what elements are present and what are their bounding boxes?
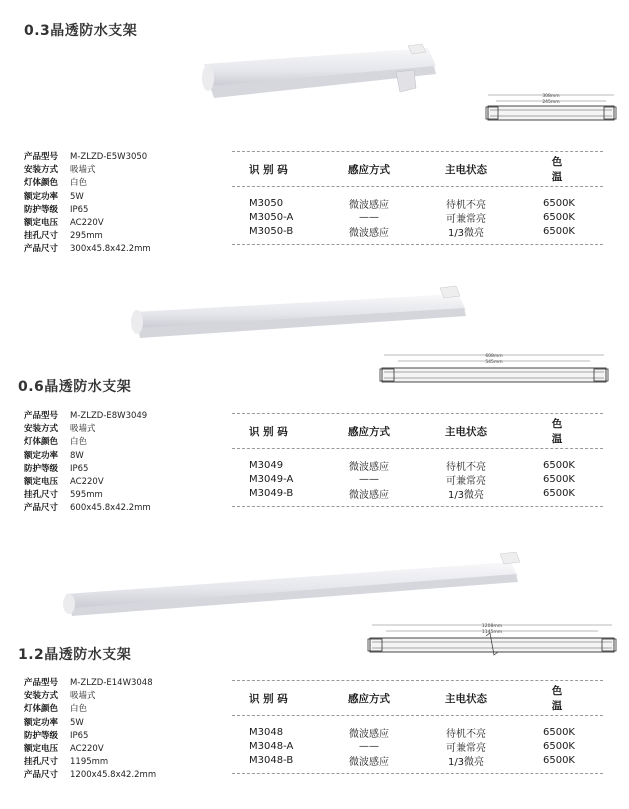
spec-label: 产品型号 [24,678,59,688]
lamp-image [196,42,444,106]
spec-label: 挂孔尺寸 [24,757,59,768]
cell-state: 可兼常亮 [446,743,486,755]
cell-temp: 6500K [542,212,575,224]
spec-row [24,423,151,436]
table-row [232,196,603,210]
cell-temp: 6500K [542,741,575,753]
cell-temp: 6500K [542,459,575,471]
spec-value: 295mm [70,231,103,242]
table-body [232,449,603,506]
cell-state: 可兼常亮 [446,214,486,226]
spec-label: 额定功率 [24,450,59,461]
spec-list [24,677,156,783]
table-row [232,472,603,486]
spec-label: 安装方式 [24,691,59,702]
spec-row [24,164,151,177]
spec-label: 挂孔尺寸 [24,231,59,242]
header-sensing: 感应方式 [348,425,390,438]
spec-label: 安装方式 [24,165,59,176]
spec-value: 5W [70,191,84,202]
table-row [232,487,603,501]
cell-state: 待机不亮 [446,728,486,740]
product-table [232,680,603,774]
spec-label: 额定电压 [24,744,59,755]
cell-temp: 6500K [542,488,575,500]
spec-value: 5W [70,717,84,728]
table-row [232,210,603,224]
spec-value: 吸墙式 [70,165,96,176]
lamp-image [60,552,530,618]
spec-value: AC220V [70,744,104,755]
header-color-temp: 色 温 [551,685,581,712]
header-main-state: 主电状态 [445,692,487,705]
spec-value: 8W [70,450,84,461]
cell-sensing: —— [359,741,379,753]
spec-label: 产品尺寸 [24,770,59,781]
product-table [232,413,603,507]
cell-state: 可兼常亮 [446,476,486,488]
spec-value: IP65 [70,463,89,474]
header-color-temp: 色 温 [551,156,581,183]
cell-temp: 6500K [542,226,575,238]
header-sensing: 感应方式 [348,163,390,176]
product-table [232,151,603,245]
spec-row [24,769,156,782]
header-color-temp: 色 温 [551,418,581,445]
cell-state: 待机不亮 [446,461,486,473]
spec-row [24,730,156,743]
spec-row [24,489,151,502]
table-header [232,681,603,715]
cell-sensing: 微波感应 [349,199,389,211]
dim-inner-label: 545mm [485,360,503,365]
spec-label: 产品型号 [24,411,59,421]
dim-outer-label: 308mm [542,94,560,99]
spec-value: M-ZLZD-E5W3050 [70,152,148,162]
cell-code: M3048-A [249,741,294,753]
product-title: 0.6晶透防水支架 [18,379,132,395]
spec-label: 安装方式 [24,424,59,435]
spec-label: 产品尺寸 [24,503,59,514]
spec-value: 595mm [70,490,103,501]
spec-row [24,703,156,716]
dim-inner-label: 1145mm [481,630,503,635]
spec-label: 产品尺寸 [24,244,59,255]
spec-label: 额定电压 [24,218,59,229]
spec-list [24,410,151,516]
cell-sensing: —— [359,212,379,224]
spec-label: 防护等级 [24,730,59,741]
spec-row [24,151,151,164]
spec-label: 额定功率 [24,191,59,202]
cell-state: 1/3微亮 [447,757,485,769]
spec-row [24,177,151,190]
dim-outer-label: 1208mm [481,624,503,629]
spec-row [24,717,156,730]
cell-code: M3049-B [249,488,294,500]
divider [232,506,603,507]
spec-value: AC220V [70,477,104,488]
table-header [232,152,603,186]
divider [232,773,603,774]
spec-label: 灯体颜色 [24,437,59,448]
cell-code: M3048 [249,726,284,738]
spec-row [24,476,151,489]
spec-row [24,217,151,230]
cell-sensing: 微波感应 [349,490,389,502]
spec-label: 防护等级 [24,463,59,474]
spec-value: 吸墙式 [70,691,96,702]
spec-label: 防护等级 [24,204,59,215]
spec-value: 300x45.8x42.2mm [70,244,151,255]
cell-sensing: 微波感应 [349,757,389,769]
cell-temp: 6500K [542,474,575,486]
spec-value: 白色 [70,437,88,448]
dim-outer-label: 608mm [485,354,503,359]
spec-label: 产品型号 [24,152,59,162]
spec-value: 1195mm [70,757,109,768]
dimension-drawing [376,352,610,388]
spec-value: M-ZLZD-E8W3049 [70,411,148,421]
product-title: 0.3晶透防水支架 [24,23,138,39]
cell-state: 1/3微亮 [447,490,485,502]
cell-code: M3049 [249,459,284,471]
spec-label: 灯体颜色 [24,178,59,189]
table-row [232,225,603,239]
table-body [232,187,603,244]
spec-list [24,151,151,257]
header-main-state: 主电状态 [445,163,487,176]
table-body [232,716,603,773]
cell-code: M3049-A [249,474,294,486]
header-main-state: 主电状态 [445,425,487,438]
spec-row [24,191,151,204]
spec-value: M-ZLZD-E14W3048 [70,678,153,688]
spec-value: 吸墙式 [70,424,96,435]
spec-label: 灯体颜色 [24,704,59,715]
spec-row [24,436,151,449]
cell-temp: 6500K [542,755,575,767]
table-row [232,754,603,768]
cell-sensing: 微波感应 [349,461,389,473]
table-row [232,725,603,739]
spec-value: AC220V [70,218,104,229]
cell-sensing: —— [359,474,379,486]
spec-row [24,502,151,515]
cell-code: M3050-B [249,226,294,238]
cell-sensing: 微波感应 [349,228,389,240]
header-sensing: 感应方式 [348,692,390,705]
spec-row [24,743,156,756]
table-header [232,414,603,448]
spec-row [24,463,151,476]
spec-value: 1200x45.8x42.2mm [70,770,157,781]
header-code: 识 别 码 [249,692,288,705]
spec-row [24,410,151,423]
table-row [232,458,603,472]
dimension-drawing [364,622,618,658]
cell-state: 待机不亮 [446,199,486,211]
spec-row [24,243,151,256]
cell-sensing: 微波感应 [349,728,389,740]
spec-row [24,230,151,243]
spec-label: 挂孔尺寸 [24,490,59,501]
spec-row [24,756,156,769]
header-code: 识 别 码 [249,425,288,438]
cell-code: M3050-A [249,212,294,224]
dimension-drawing [478,92,620,130]
spec-row [24,204,151,217]
divider [232,244,603,245]
spec-label: 额定功率 [24,717,59,728]
spec-row [24,690,156,703]
spec-row [24,677,156,690]
table-row [232,739,603,753]
dim-inner-label: 245mm [542,100,560,105]
header-code: 识 别 码 [249,163,288,176]
lamp-image [128,284,476,344]
cell-temp: 6500K [542,197,575,209]
spec-value: IP65 [70,204,89,215]
spec-value: 白色 [70,704,88,715]
spec-value: 白色 [70,178,88,189]
cell-state: 1/3微亮 [447,228,485,240]
cell-code: M3048-B [249,755,294,767]
cell-temp: 6500K [542,726,575,738]
spec-value: 600x45.8x42.2mm [70,503,151,514]
spec-label: 额定电压 [24,477,59,488]
spec-value: IP65 [70,730,89,741]
spec-row [24,450,151,463]
product-title: 1.2晶透防水支架 [18,647,132,663]
cell-code: M3050 [249,197,284,209]
